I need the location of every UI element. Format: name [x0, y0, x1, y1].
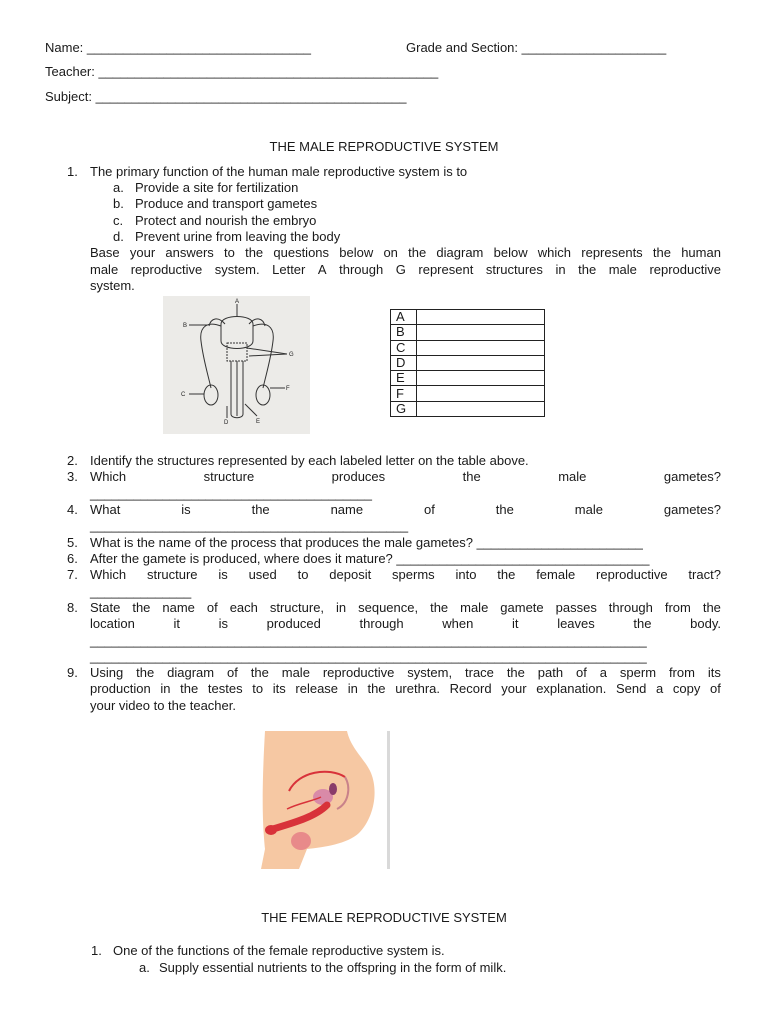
word: urethra. [395, 681, 441, 696]
word: sperms [392, 567, 435, 582]
word: in [160, 681, 171, 696]
word: the [245, 245, 264, 260]
word: to [297, 567, 309, 582]
table-row [391, 310, 545, 325]
word: produces [331, 469, 386, 484]
word: of [206, 600, 218, 615]
q2-number: 2. [67, 453, 78, 468]
q9-text-line-3: your video to the teacher. [90, 698, 236, 713]
word: sperm [619, 665, 657, 680]
structure-answer-table [390, 309, 545, 417]
word: reproductive [596, 567, 668, 582]
word: female [536, 567, 576, 582]
word: copy [672, 681, 701, 696]
q5-number: 5. [67, 535, 78, 550]
word: the [430, 600, 449, 615]
word: the [250, 665, 269, 680]
word: is [218, 616, 229, 631]
q8-text-line-2 [90, 616, 721, 632]
answer-cell[interactable] [417, 401, 545, 416]
q5-text: What is the name of the process that produces the male gametes? _______________________ [90, 535, 643, 550]
name-field[interactable]: Name: _______________________________ [45, 40, 312, 55]
word: male [608, 262, 637, 277]
table-row [391, 386, 545, 401]
table-row [391, 355, 545, 370]
word: the [497, 567, 516, 582]
q9-text-line-1 [90, 665, 721, 681]
word: a [599, 665, 607, 680]
q8-number: 8. [67, 600, 78, 615]
word: the [495, 502, 514, 517]
female-section-title: THE FEMALE REPRODUCTIVE SYSTEM [261, 910, 507, 925]
word: the [578, 262, 597, 277]
q1-option-b-letter: b. [113, 196, 124, 211]
word: structure [203, 469, 255, 484]
table-letter: G [391, 401, 417, 416]
word: gametes? [663, 469, 721, 484]
male-anatomy-color-illustration [259, 731, 390, 869]
table-letter: A [391, 310, 417, 325]
word: the [251, 502, 270, 517]
word: to [224, 245, 235, 260]
word: in [336, 600, 347, 615]
table-letter: B [391, 325, 417, 340]
q1-option-a-letter: a. [113, 180, 124, 195]
word: location [90, 616, 135, 631]
word: Record [449, 681, 492, 696]
base-text-line-3: system. [90, 278, 135, 293]
q6-number: 6. [67, 551, 78, 566]
word: into [455, 567, 477, 582]
word: structure [146, 567, 198, 582]
table-row [391, 401, 545, 416]
q1-option-c-letter: c. [113, 213, 124, 228]
grade-section-field[interactable]: Grade and Section: ____________________ [406, 40, 667, 55]
q7-answer-blank[interactable]: ______________ [90, 584, 192, 599]
subject-field[interactable]: Subject: ___________________________________________ [45, 89, 407, 104]
sketch-label-c: C [181, 392, 186, 398]
q7-number: 7. [67, 567, 78, 582]
female-q1-text: One of the functions of the female reproductive system is. [113, 943, 445, 958]
q4-number: 4. [67, 502, 78, 517]
q9-number: 9. [67, 665, 78, 680]
word: the [367, 681, 386, 696]
word: the [180, 681, 199, 696]
word: production [90, 681, 151, 696]
word: through [359, 616, 404, 631]
word: What [90, 502, 121, 517]
q1-option-a: Provide a site for fertilization [135, 180, 299, 195]
word: male [460, 600, 489, 615]
word: male [574, 502, 603, 517]
word: from [668, 665, 695, 680]
teacher-field[interactable]: Teacher: _______________________________________________ [45, 64, 439, 79]
answer-cell[interactable] [417, 325, 545, 340]
word: A [317, 262, 327, 277]
word: body. [690, 616, 721, 631]
word: Which [90, 469, 127, 484]
word: trace [465, 665, 494, 680]
q8-text-line-1 [90, 600, 721, 616]
answer-cell[interactable] [417, 355, 545, 370]
female-q1-number: 1. [91, 943, 102, 958]
table-letter: C [391, 340, 417, 355]
word: from [664, 600, 691, 615]
word: male [90, 262, 119, 277]
word: leaves [557, 616, 595, 631]
word: your [501, 681, 527, 696]
word: to [252, 681, 264, 696]
word: reproductive [130, 262, 203, 277]
word: its [272, 681, 286, 696]
word: explanation. [536, 681, 607, 696]
word: is [181, 502, 191, 517]
table-letter: E [391, 371, 417, 386]
word: tract? [688, 567, 721, 582]
q1-option-d-letter: d. [113, 229, 124, 244]
sketch-label-f: F [286, 386, 290, 392]
word: gametes? [663, 502, 721, 517]
word: represents [581, 245, 643, 260]
answer-cell[interactable] [417, 340, 545, 355]
q1-option-d: Prevent urine from leaving the body [135, 229, 341, 244]
word: deposit [329, 567, 372, 582]
q4-answer-blank[interactable]: ____________________________________________ [90, 518, 409, 533]
word: the [506, 665, 525, 680]
word: reproductive [649, 262, 721, 277]
q3-answer-blank[interactable]: _______________________________________ [90, 486, 372, 501]
table-row [391, 325, 545, 340]
word: questions [273, 245, 330, 260]
male-section-title: THE MALE REPRODUCTIVE SYSTEM [269, 139, 499, 154]
word: the [132, 600, 151, 615]
answer-cell[interactable] [417, 371, 545, 386]
word: the [462, 469, 481, 484]
q3-number: 3. [67, 469, 78, 484]
word: each [229, 600, 258, 615]
word: of [576, 665, 587, 680]
answer-cell[interactable] [417, 310, 545, 325]
word: its [707, 665, 721, 680]
table-letter: D [391, 355, 417, 370]
sketch-label-g: G [289, 352, 294, 358]
word: on [383, 245, 398, 260]
word: in [555, 262, 566, 277]
word: the [702, 600, 721, 615]
word: passes [555, 600, 597, 615]
word: name [162, 600, 195, 615]
table-row [391, 371, 545, 386]
sketch-label-a: A [235, 299, 240, 305]
q3-text [90, 469, 721, 485]
word: below [493, 245, 528, 260]
word: reproductive [322, 665, 395, 680]
word: testes [207, 681, 243, 696]
word: it [173, 616, 180, 631]
word: system. [214, 262, 260, 277]
q1-option-b: Produce and transport gametes [135, 196, 318, 211]
word: the [652, 245, 671, 260]
word: which [537, 245, 572, 260]
q9-text-line-2 [90, 681, 721, 697]
word: when [442, 616, 474, 631]
word: Letter [272, 262, 306, 277]
sketch-label-e: E [256, 419, 261, 425]
female-q1-option-a-letter: a. [139, 960, 150, 975]
word: a [656, 681, 664, 696]
male-system-sketch-diagram [163, 296, 310, 434]
q6-text: After the gamete is produced, where does it mature? ___________________________________ [90, 551, 650, 566]
q1-number: 1. [67, 164, 78, 179]
table-row [391, 340, 545, 355]
q1-option-c: Protect and nourish the embryo [135, 213, 317, 228]
word: of [227, 665, 238, 680]
word: of [710, 681, 721, 696]
word: Send [615, 681, 647, 696]
sketch-label-b: B [183, 323, 188, 329]
word: Which [90, 567, 127, 582]
word: produced [266, 616, 321, 631]
word: male [281, 665, 310, 680]
word: the [408, 245, 427, 260]
word: your [129, 245, 156, 260]
word: represent [418, 262, 474, 277]
word: below [339, 245, 374, 260]
q4-text [90, 502, 721, 518]
q7-text [90, 567, 721, 583]
word: male [558, 469, 587, 484]
word: used [248, 567, 277, 582]
word: human [681, 245, 721, 260]
word: diagram [167, 665, 215, 680]
female-q1-option-a: Supply essential nutrients to the offspring in the form of milk. [159, 960, 507, 975]
word: system, [407, 665, 453, 680]
word: name [330, 502, 364, 517]
word: structures [485, 262, 543, 277]
base-text-line-2 [90, 262, 721, 278]
word: the [633, 616, 652, 631]
word: structure, [269, 600, 325, 615]
word: State [90, 600, 121, 615]
word: G [395, 262, 406, 277]
table-letter: F [391, 386, 417, 401]
word: gamete [500, 600, 544, 615]
word: sequence, [358, 600, 419, 615]
q2-text: Identify the structures represented by each labeled letter on the table above. [90, 453, 529, 468]
word: path [537, 665, 564, 680]
word: through [339, 262, 384, 277]
word: in [347, 681, 358, 696]
word: through [608, 600, 653, 615]
word: is [218, 567, 228, 582]
word: release [295, 681, 339, 696]
word: diagram [436, 245, 484, 260]
word: Base [90, 245, 120, 260]
base-text-line-1 [90, 245, 721, 261]
word: answers [165, 245, 214, 260]
sketch-label-d: D [224, 420, 229, 426]
q1-text: The primary function of the human male reproductive system is to [90, 164, 468, 179]
word: it [512, 616, 519, 631]
q8-answer-blank-2[interactable]: _____________________________________________________________________________ [90, 649, 647, 664]
answer-cell[interactable] [417, 386, 545, 401]
word: the [136, 665, 155, 680]
q8-answer-blank-1[interactable]: _____________________________________________________________________________ [90, 633, 647, 648]
word: of [424, 502, 435, 517]
word: Using [90, 665, 124, 680]
